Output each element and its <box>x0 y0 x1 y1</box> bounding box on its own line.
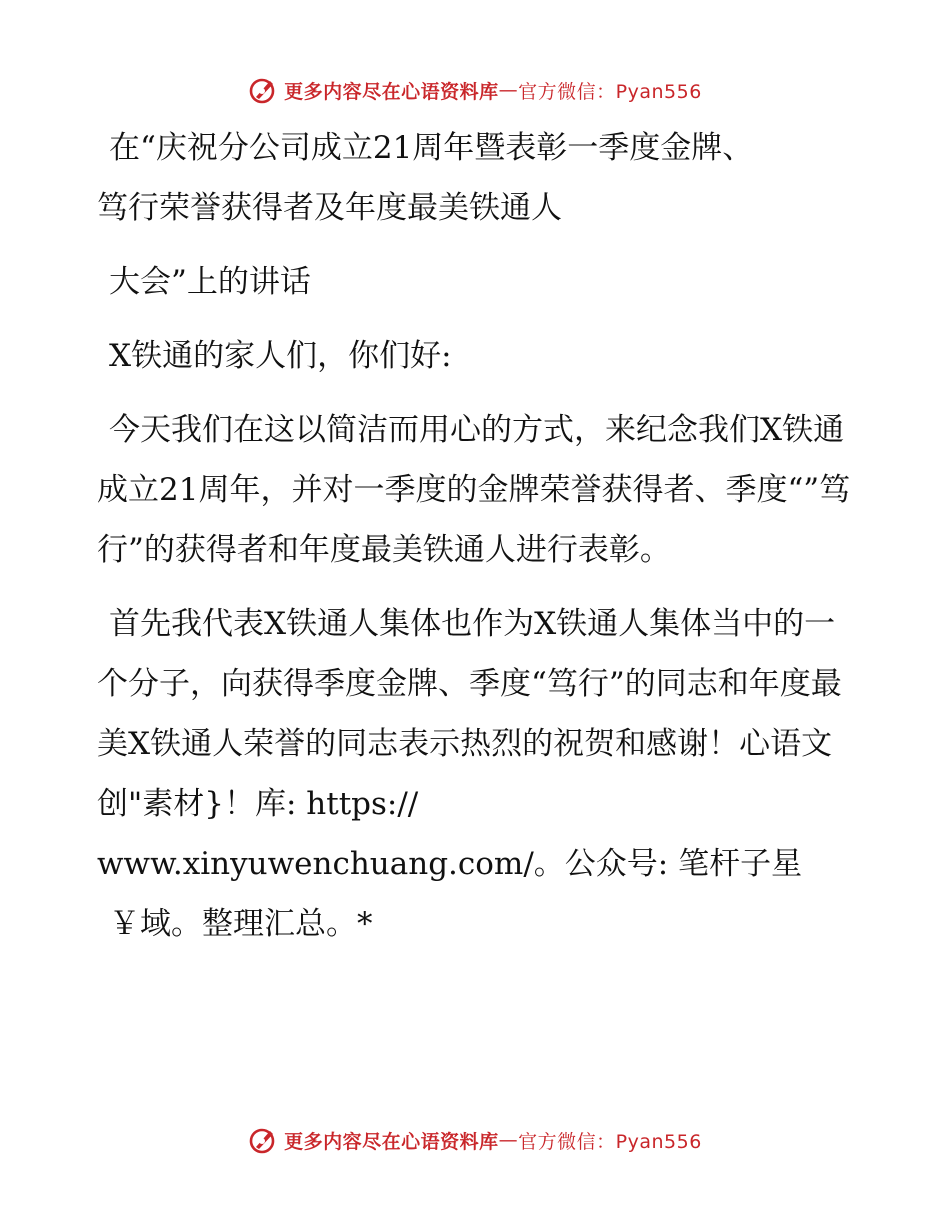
banner-slogan: 更多内容尽在心语资料库 <box>284 80 499 103</box>
banner-separator: — <box>498 1129 519 1151</box>
document-title <box>97 118 857 238</box>
quill-circle-logo-icon <box>248 75 278 105</box>
paragraph-2 <box>97 594 857 954</box>
paragraph-2-url: www.xinyuwenchuang.com/。公众号: 笔杆子星 <box>97 846 803 882</box>
banner-wechat: 官方微信：Pyan556 <box>518 80 702 103</box>
title-line-3: 大会”上的讲话 <box>109 264 311 300</box>
footer-banner <box>0 1120 950 1160</box>
paragraph-1-text: 今天我们在这以简洁而用心的方式，来纪念我们X铁通成立21周年，并对一季度的金牌荣誉获得者、季度“”笃行”的获得者和年度最美铁通人进行表彰。 <box>97 412 851 568</box>
banner-wechat: 官方微信：Pyan556 <box>518 1130 702 1153</box>
greeting: X铁通的家人们，你们好: <box>109 338 452 374</box>
quill-circle-logo-icon <box>248 1125 278 1155</box>
banner-slogan: 更多内容尽在心语资料库 <box>284 1130 499 1153</box>
paragraph-1 <box>97 400 857 580</box>
title-line-1: 在“庆祝分公司成立21周年暨表彰一季度金牌、 <box>109 130 754 166</box>
document-body <box>97 118 857 968</box>
paragraph-2-text: 首先我代表X铁通人集体也作为X铁通人集体当中的一个分子，向获得季度金牌、季度“笃行”的同志和年度最美X铁通人荣誉的同志表示热烈的祝贺和感谢！心语文创"素材}！库: https:// <box>97 606 842 822</box>
paragraph-2-tail: ￥域。整理汇总。* <box>109 906 373 942</box>
title-line-2: 笃行荣誉获得者及年度最美铁通人 <box>97 190 562 226</box>
banner-separator: — <box>498 79 519 101</box>
header-banner <box>0 70 950 110</box>
